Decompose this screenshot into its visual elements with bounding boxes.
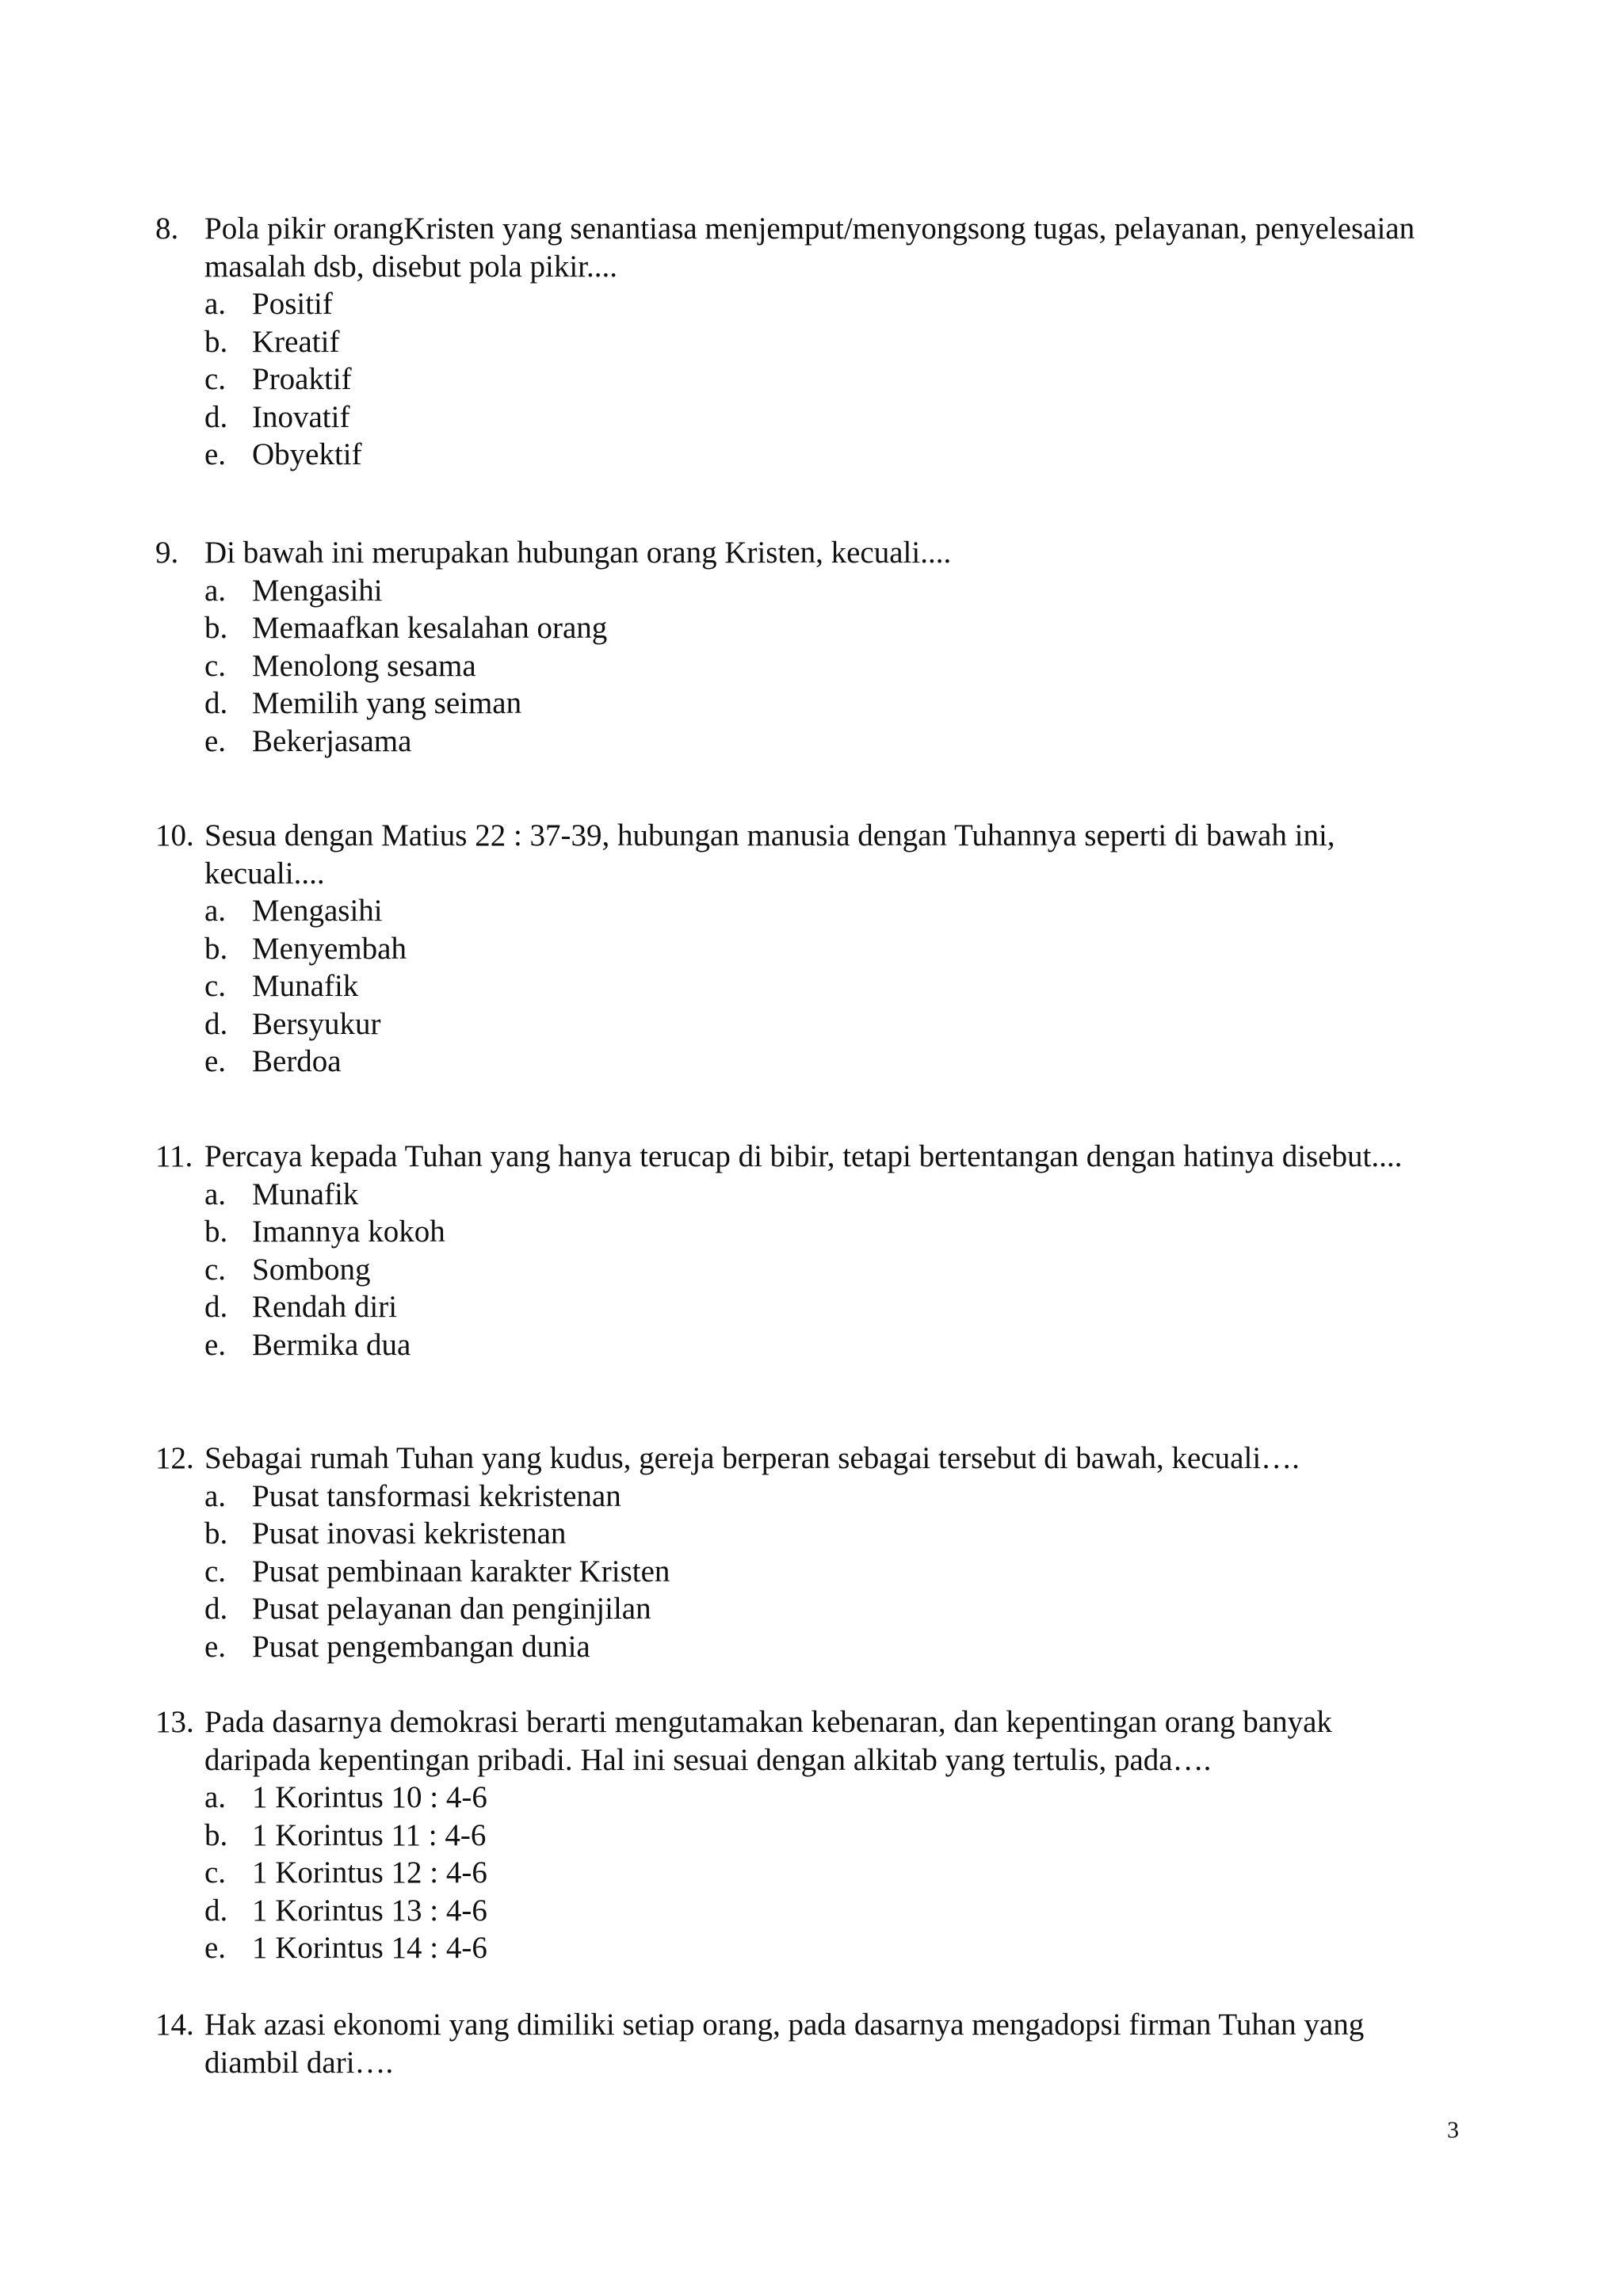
option-d [155,1590,1439,1628]
option-a [155,1478,1439,1516]
option-e [155,1628,1439,1666]
option-c [155,1553,1439,1591]
question-number: 13. [155,1705,194,1739]
option-b [155,1213,1439,1251]
option-text: Proaktif [252,362,352,396]
option-text: Imannya kokoh [252,1215,445,1249]
option-b [155,1515,1439,1553]
option-letter: a. [204,894,227,928]
option-text: Pusat pelayanan dan penginjilan [252,1592,651,1626]
option-letter: e. [204,723,227,758]
question-text: Sebagai rumah Tuhan yang kudus, gereja berperan sebagai tersebut di bawah, kecuali…. [204,1441,1300,1475]
option-d [155,1892,1439,1930]
option-d [155,1288,1439,1326]
option-text: Kreatif [252,324,340,359]
option-a [155,1176,1439,1214]
question-8 [155,210,1439,474]
option-c [155,967,1439,1005]
option-letter: b. [204,1516,228,1550]
option-text: Munafik [252,969,359,1003]
option-text: Rendah diri [252,1290,398,1324]
option-d [155,1005,1439,1043]
option-text: Pusat pengembangan dunia [252,1629,590,1664]
option-text: Bersyukur [252,1006,381,1041]
option-letter: d. [204,686,228,720]
option-letter: c. [204,969,227,1003]
question-10 [155,817,1439,1081]
option-e [155,436,1439,474]
option-e [155,1043,1439,1081]
option-text: Menolong sesama [252,648,476,683]
question-9 [155,534,1439,760]
option-text: Menyembah [252,931,407,966]
option-letter: c. [204,648,227,683]
option-text: Bekerjasama [252,723,412,758]
option-text: Inovatif [252,399,350,434]
option-text: Memilih yang seiman [252,686,522,720]
question-number: 11. [155,1139,193,1173]
option-e [155,1326,1439,1364]
option-b [155,323,1439,361]
question-number: 9. [155,536,179,570]
option-b [155,930,1439,968]
option-b [155,609,1439,647]
option-text: Berdoa [252,1044,342,1078]
option-letter: d. [204,1893,228,1928]
question-text: Sesua dengan Matius 22 : 37-39, hubungan manusia dengan Tuhannya seperti di bawah ini, kecuali.... [204,818,1335,891]
option-letter: d. [204,399,228,434]
option-text: Bermika dua [252,1327,411,1362]
option-letter: e. [204,1327,227,1362]
option-d [155,685,1439,723]
option-letter: c. [204,1252,227,1287]
option-e [155,723,1439,761]
question-11 [155,1138,1439,1363]
option-c [155,1251,1439,1289]
option-text: 1 Korintus 12 : 4-6 [252,1855,487,1890]
question-number: 10. [155,818,194,852]
option-a [155,892,1439,930]
question-number: 14. [155,2008,194,2042]
option-text: 1 Korintus 13 : 4-6 [252,1893,487,1928]
option-letter: a. [204,1478,227,1513]
option-text: 1 Korintus 14 : 4-6 [252,1931,487,1965]
question-text: Di bawah ini merupakan hubungan orang Kristen, kecuali.... [204,536,952,570]
option-text: Positif [252,287,333,321]
option-d [155,399,1439,437]
question-text: Percaya kepada Tuhan yang hanya terucap di bibir, tetapi bertentangan dengan hatinya disebut.... [204,1139,1403,1173]
option-letter: d. [204,1592,228,1626]
question-text: Hak azasi ekonomi yang dimiliki setiap orang, pada dasarnya mengadopsi firman Tuhan yang diambil dari…. [204,2008,1365,2080]
question-12 [155,1440,1439,1665]
option-letter: e. [204,1044,227,1078]
option-text: 1 Korintus 10 : 4-6 [252,1780,487,1814]
option-a [155,285,1439,323]
option-letter: b. [204,611,228,645]
option-c [155,647,1439,685]
option-letter: a. [204,573,227,608]
option-letter: a. [204,287,227,321]
option-text: Mengasihi [252,573,383,608]
option-letter: c. [204,362,227,396]
option-text: Mengasihi [252,894,383,928]
option-letter: e. [204,1629,227,1664]
question-text: Pada dasarnya demokrasi berarti mengutamakan kebenaran, dan kepentingan orang banyak daripada kepentingan pribadi. Hal ini sesuai dengan alkitab yang tertulis, pada…. [204,1705,1332,1777]
question-14 [155,2006,1439,2081]
option-text: Pusat pembinaan karakter Kristen [252,1554,670,1589]
option-a [155,572,1439,610]
option-b [155,1817,1439,1855]
page-number: 3 [1447,2117,1459,2143]
question-13 [155,1703,1439,1967]
option-letter: c. [204,1554,227,1589]
option-letter: c. [204,1855,227,1890]
option-e [155,1929,1439,1967]
question-number: 8. [155,212,179,246]
option-letter: b. [204,931,228,966]
option-text: Sombong [252,1252,371,1287]
question-text: Pola pikir orangKristen yang senantiasa menjemput/menyongsong tugas, pelayanan, penyelesaian masalah dsb, disebut pola pikir.... [204,212,1415,284]
option-text: Pusat tansformasi kekristenan [252,1478,621,1513]
option-text: Obyektif [252,437,362,471]
option-text: Memaafkan kesalahan orang [252,611,608,645]
option-letter: e. [204,1931,227,1965]
option-c [155,360,1439,399]
option-text: Pusat inovasi kekristenan [252,1516,567,1550]
option-text: Munafik [252,1177,359,1211]
option-letter: a. [204,1780,227,1814]
option-letter: d. [204,1290,228,1324]
option-letter: b. [204,1215,228,1249]
option-letter: e. [204,437,227,471]
option-letter: b. [204,1817,228,1852]
option-letter: a. [204,1177,227,1211]
option-text: 1 Korintus 11 : 4-6 [252,1817,487,1852]
option-letter: d. [204,1006,228,1041]
option-c [155,1854,1439,1892]
option-a [155,1779,1439,1817]
question-number: 12. [155,1441,194,1475]
option-letter: b. [204,324,228,359]
